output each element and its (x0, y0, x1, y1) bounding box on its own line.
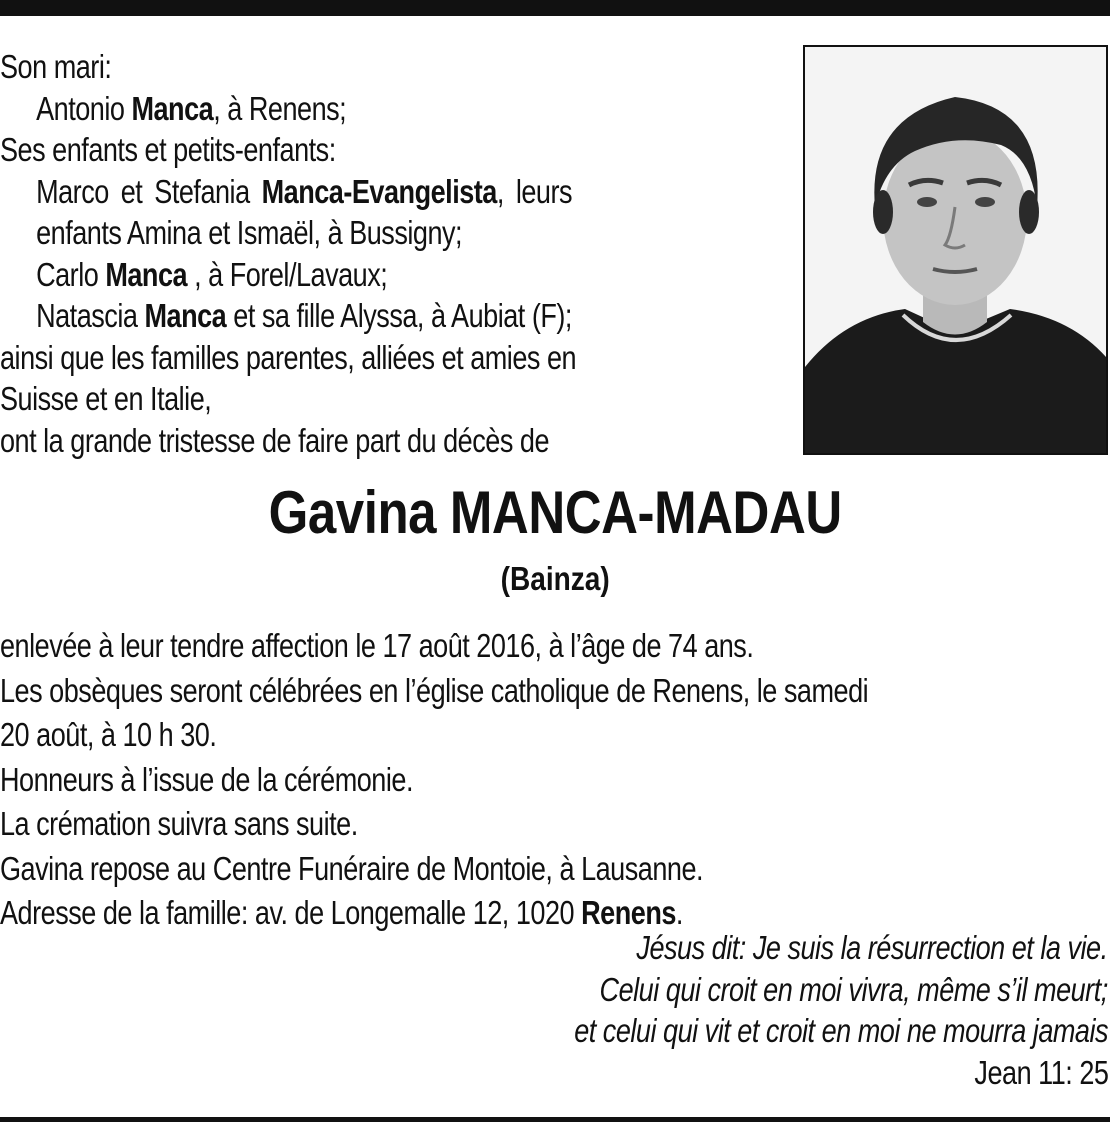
funeral-details (0, 624, 1107, 936)
text: , leurs (496, 172, 573, 210)
deceased-name (0, 478, 1110, 547)
town: Renens (581, 894, 676, 931)
intro-line: enfants Amina et Ismaël, à Bussigny; (36, 214, 463, 251)
details-line: 20 août, à 10 h 30. (0, 716, 217, 753)
deceased-name-text: Gavina MANCA-MADAU (268, 479, 842, 546)
verse-text: et celui qui vit et croit en moi ne mourra jamais (574, 1012, 1108, 1049)
surname: Manca (131, 89, 214, 127)
intro-line: Son mari: (0, 48, 112, 85)
bottom-rule (0, 1117, 1110, 1122)
verse-text: Celui qui croit en moi vivra, même s’il meurt; (599, 970, 1108, 1008)
surname: Manca (105, 255, 188, 293)
details-line: Les obsèques seront célébrées en l’église catholique de Renens, le samedi (0, 671, 869, 709)
verse-reference-text: Jean 11: 25 (973, 1053, 1108, 1091)
surname: Manca-Evangelista (261, 172, 497, 210)
text: Marco et Stefania (36, 172, 262, 210)
text: , à Renens; (213, 89, 347, 127)
intro-line: Ses enfants et petits-enfants: (0, 131, 336, 168)
text: , à Forel/Lavaux; (187, 255, 388, 293)
details-line: La crémation suivra sans suite. (0, 805, 358, 842)
text: Natascia (36, 297, 145, 334)
deceased-nickname-text: (Bainza) (500, 560, 610, 597)
intro-line (0, 88, 771, 130)
text: et sa fille Alyssa, à Aubiat (F); (226, 297, 572, 334)
verse-line (457, 927, 1108, 969)
text: . (675, 894, 683, 931)
details-line: enlevée à leur tendre affection le 17 août 2016, à l’âge de 74 ans. (0, 627, 754, 664)
text: Antonio (36, 89, 132, 127)
verse-line (457, 969, 1108, 1011)
details-line: Gavina repose au Centre Funéraire de Montoie, à Lausanne. (0, 849, 704, 887)
intro-line (0, 295, 771, 337)
intro-line: Suisse et en Italie, (0, 380, 212, 417)
family-announcement (0, 46, 771, 461)
bible-verse (457, 927, 1108, 1093)
intro-line: ont la grande tristesse de faire part du décès de (0, 421, 550, 459)
details-line: Honneurs à l’issue de la cérémonie. (0, 760, 413, 798)
verse-line (457, 1010, 1108, 1052)
portrait-illustration (805, 47, 1106, 453)
text: Carlo (36, 255, 106, 293)
text: Adresse de la famille: av. de Longemalle 12, 1020 (0, 894, 582, 931)
surname: Manca (144, 297, 227, 334)
top-rule (0, 0, 1110, 16)
verse-reference (457, 1052, 1108, 1094)
deceased-nickname (0, 560, 1110, 598)
verse-text: Jésus dit: Je suis la résurrection et la vie. (636, 929, 1108, 966)
intro-line (0, 254, 771, 296)
intro-line: ainsi que les familles parentes, alliées et amies en (0, 338, 577, 376)
portrait-photo (803, 45, 1108, 455)
intro-line (0, 171, 771, 213)
